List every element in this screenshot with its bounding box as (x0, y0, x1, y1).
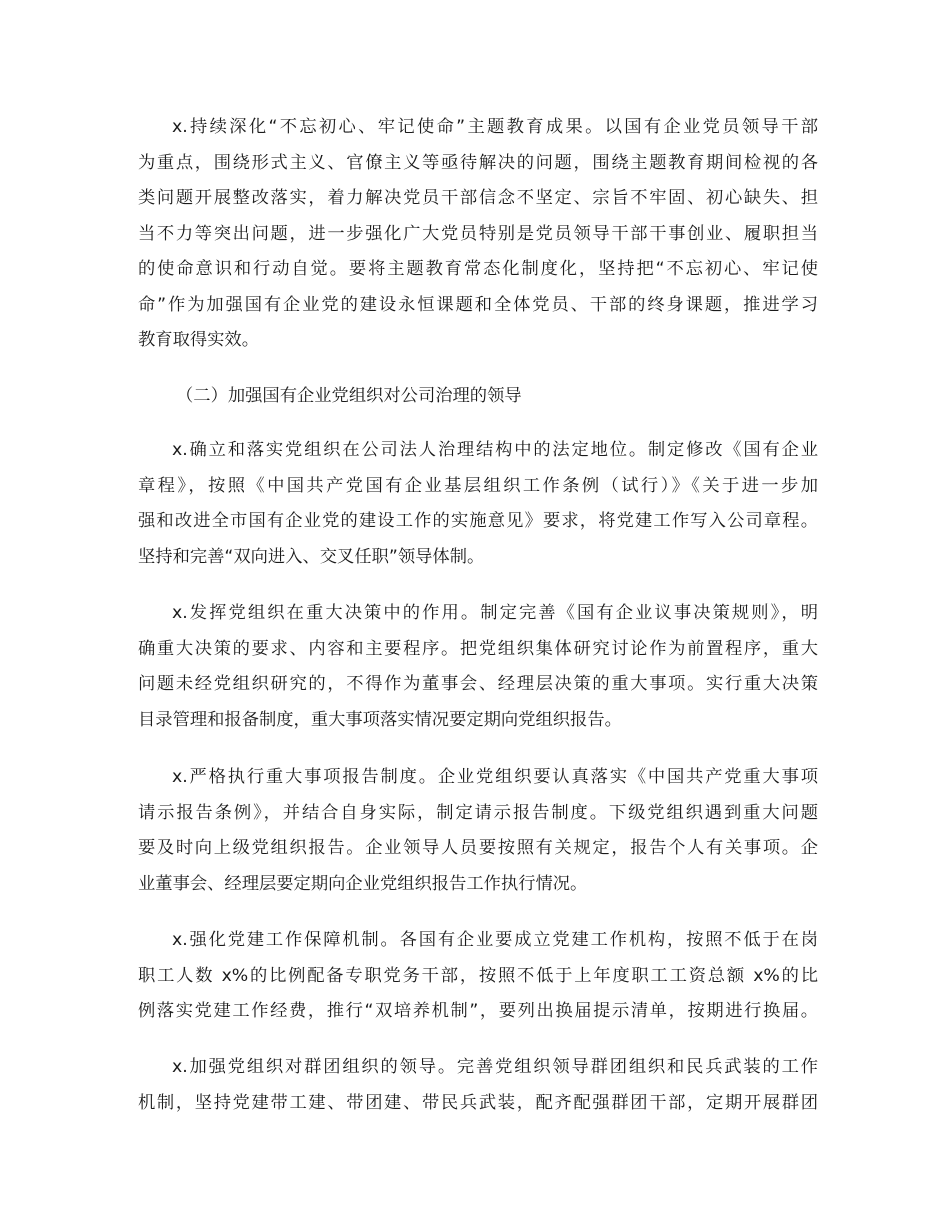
paragraph-line: 强和改进全市国有企业党的建设工作的实施意见》要求，将党建工作写入公司章程。 (138, 511, 818, 531)
paragraph-6 (138, 1050, 818, 1121)
paragraph-line: 机制，坚持党建带工建、带团建、带民兵武装，配齐配强群团干部，定期开展群团 (138, 1092, 818, 1113)
paragraph-line: 业董事会、经理层要定期向企业党组织报告工作执行情况。 (138, 873, 588, 894)
paragraph-line: 要及时向上级党组织报告。企业领导人员要按照有关规定，报告个人有关事项。企 (138, 838, 818, 858)
paragraph-line: 章程》，按照《中国共产党国有企业基层组织工作条例（试行）》《关于进一步加 (138, 475, 818, 496)
paragraph-line: 类问题开展整改落实，着力解决党员干部信念不坚定、宗旨不牢固、初心缺失、担 (138, 188, 818, 208)
paragraph-line: 命”作为加强国有企业党的建设永恒课题和全体党员、干部的终身课题，推进学习 (138, 294, 818, 315)
paragraph-4 (138, 760, 818, 902)
paragraph-line: x.加强党组织对群团组织的领导。完善党组织领导群团组织和民兵武装的工作 (172, 1057, 818, 1077)
paragraph-line: 确重大决策的要求、内容和主要程序。把党组织集体研究讨论作为前置程序，重大 (138, 638, 818, 659)
paragraph-line: x.强化党建工作保障机制。各国有企业要成立党建工作机构，按照不低于在岗 (172, 930, 818, 950)
section-heading: （二）加强国有企业党组织对公司治理的领导 (176, 386, 522, 406)
paragraph-line: x.发挥党组织在重大决策中的作用。制定完善《国有企业议事决策规则》，明 (172, 603, 818, 623)
paragraph-1 (138, 110, 818, 359)
paragraph-line: x.严格执行重大事项报告制度。企业党组织要认真落实《中国共产党重大事项 (172, 767, 818, 787)
paragraph-3 (138, 596, 818, 738)
paragraph-line: 坚持和完善“双向进入、交叉任职”领导体制。 (138, 546, 485, 567)
paragraph-line: 目录管理和报备制度，重大事项落实情况要定期向党组织报告。 (138, 709, 622, 730)
paragraph-line: 当不力等突出问题，进一步强化广大党员特别是党员领导干部干事创业、履职担当 (138, 223, 818, 244)
paragraph-line: x.持续深化“不忘初心、牢记使命”主题教育成果。以国有企业党员领导干部 (172, 117, 818, 137)
paragraph-5 (138, 923, 818, 1030)
paragraph-2 (138, 433, 818, 575)
paragraph-line: 的使命意识和行动自觉。要将主题教育常态化制度化，坚持把“不忘初心、牢记使 (138, 259, 818, 279)
paragraph-line: x.确立和落实党组织在公司法人治理结构中的法定地位。制定修改《国有企业 (172, 440, 818, 460)
paragraph-line: 请示报告条例》，并结合自身实际，制定请示报告制度。下级党组织遇到重大问题 (138, 802, 818, 823)
paragraph-line: 为重点，围绕形式主义、官僚主义等亟待解决的问题，围绕主题教育期间检视的各 (138, 152, 818, 173)
paragraph-line: 例落实党建工作经费，推行“双培养机制”，要列出换届提示清单，按期进行换届。 (138, 1001, 818, 1021)
paragraph-line: 职工人数 x%的比例配备专职党务干部，按照不低于上年度职工工资总额 x%的比 (138, 965, 818, 986)
paragraph-line: 问题未经党组织研究的，不得作为董事会、经理层决策的重大事项。实行重大决策 (138, 674, 818, 694)
paragraph-line: 教育取得实效。 (138, 330, 259, 350)
